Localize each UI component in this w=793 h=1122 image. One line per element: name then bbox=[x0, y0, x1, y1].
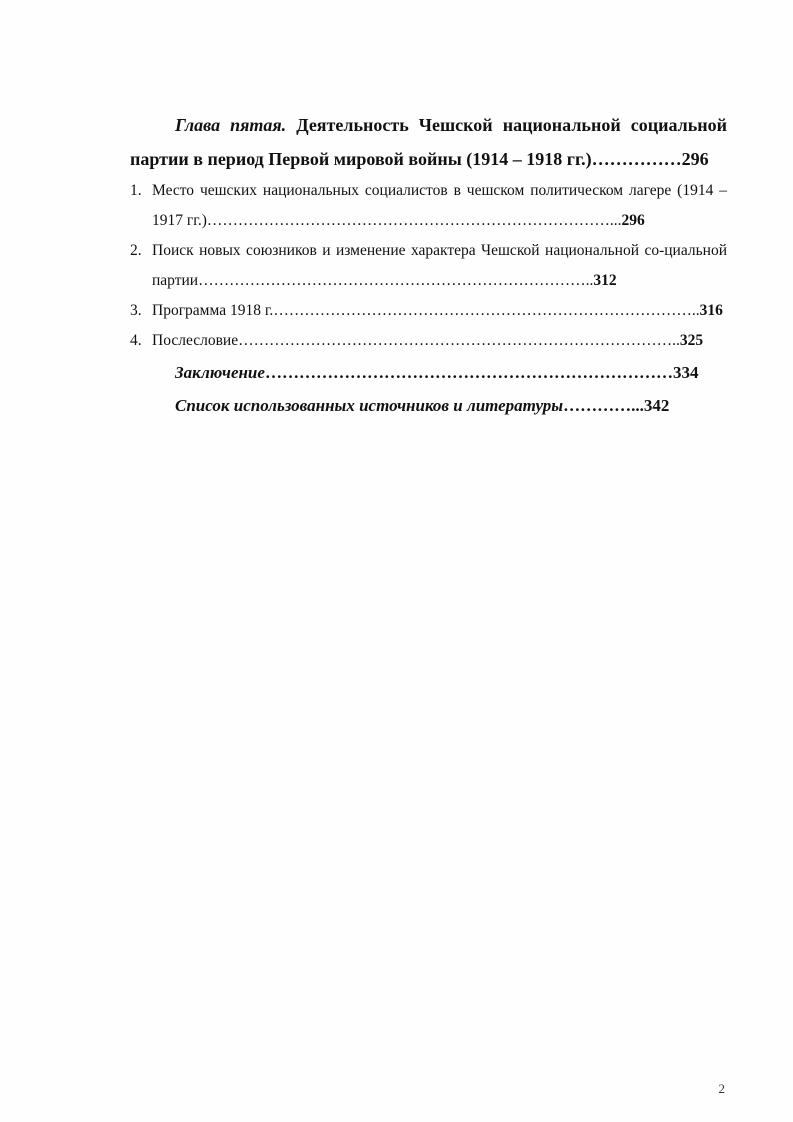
toc-chapter-five bbox=[130, 108, 727, 176]
section-title: Программа 1918 г. bbox=[152, 302, 274, 319]
chapter-title: Деятельность Чешской национальной социальной партии в период Первой мировой войны (1914 – 1918 гг.) bbox=[130, 115, 727, 169]
chapter-page-number: 296 bbox=[681, 149, 709, 169]
toc-section-4 bbox=[130, 326, 727, 356]
toc-section-3 bbox=[130, 296, 727, 326]
section-title: Поиск новых союзников и изменение характера Чешской национальной со-циальной партии bbox=[152, 242, 727, 289]
section-leader-dots: ……………………………………………………………………….. bbox=[273, 302, 700, 319]
chapter-leader-dots: …………… bbox=[591, 149, 682, 169]
section-number: 3. bbox=[130, 302, 142, 319]
section-leader-dots: ………………………………………………………………………….. bbox=[238, 332, 680, 349]
bibliography-page-number: 342 bbox=[643, 396, 670, 415]
toc-conclusion bbox=[130, 356, 727, 389]
section-title: Послесловие bbox=[152, 332, 239, 349]
section-number: 4. bbox=[130, 332, 142, 349]
toc-bibliography bbox=[130, 389, 727, 422]
section-title: Место чешских национальных социалистов в чешском политическом лагере (1914 – 1917 гг.) bbox=[152, 182, 727, 229]
conclusion-leader-dots: ……………………………………………………………… bbox=[264, 363, 673, 382]
bibliography-leader-dots: …………... bbox=[563, 396, 644, 415]
toc-section-1 bbox=[130, 176, 727, 236]
section-number: 2. bbox=[130, 242, 142, 259]
section-number: 1. bbox=[130, 182, 142, 199]
section-leader-dots: ………………………………………………………………….. bbox=[198, 272, 594, 289]
toc-section-2 bbox=[130, 236, 727, 296]
section-page-number: 316 bbox=[699, 302, 723, 319]
section-page-number: 325 bbox=[679, 332, 704, 349]
section-page-number: 312 bbox=[593, 272, 617, 289]
page-number: 2 bbox=[718, 1081, 725, 1096]
bibliography-title: Список использованных источников и литературы bbox=[175, 396, 564, 415]
chapter-label: Глава пятая. bbox=[175, 115, 287, 135]
conclusion-title: Заключение bbox=[175, 363, 265, 382]
section-page-number: 296 bbox=[621, 212, 645, 229]
table-of-contents bbox=[130, 108, 727, 422]
section-leader-dots: ……………………………………………………………………... bbox=[206, 212, 622, 229]
conclusion-page-number: 334 bbox=[672, 363, 699, 382]
